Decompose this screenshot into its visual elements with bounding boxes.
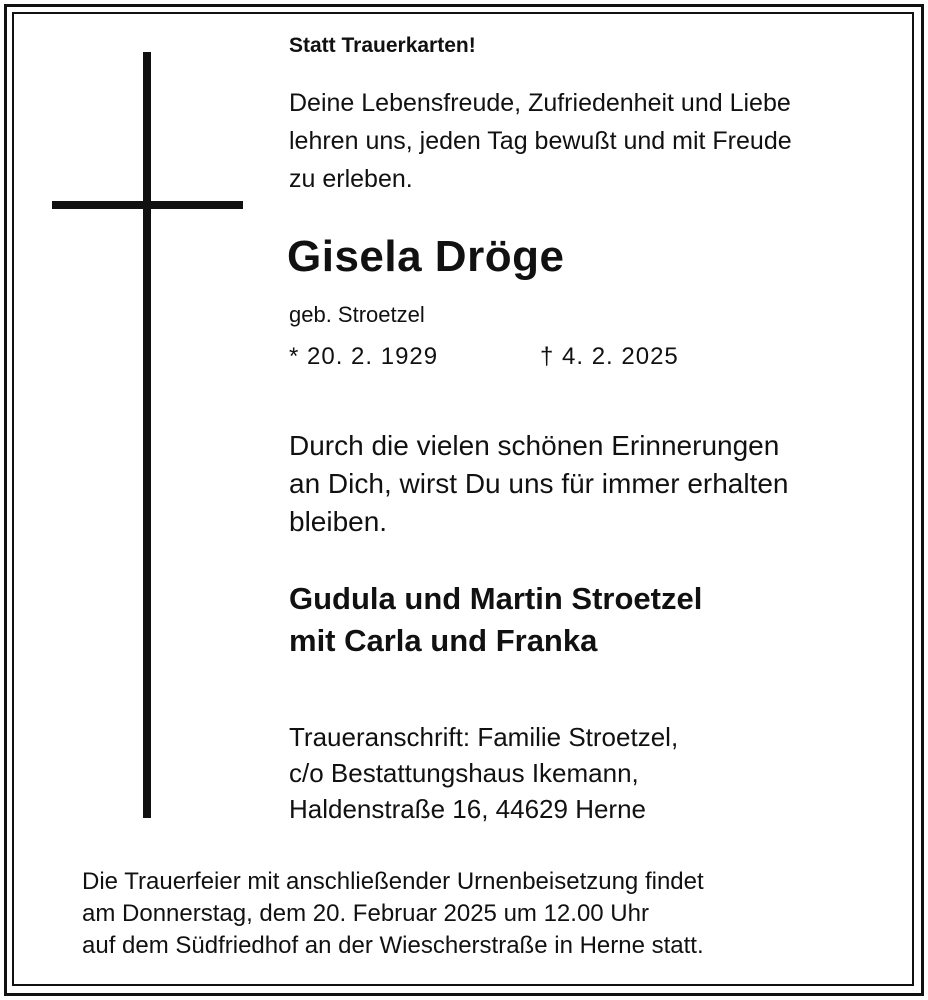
deceased-name: Gisela Dröge (287, 232, 565, 281)
intro-line: Deine Lebensfreude, Zufriedenheit und Liebe (289, 89, 791, 117)
birth-name: geb. Stroetzel (289, 302, 425, 327)
memory-line: an Dich, wirst Du uns für immer erhalten (289, 468, 789, 499)
address-line: Traueranschrift: Familie Stroetzel, (289, 722, 679, 752)
cross-vertical-beam (143, 52, 151, 818)
family-line: mit Carla und Franka (289, 623, 598, 658)
intro-quote (289, 84, 792, 198)
intro-heading: Statt Trauerkarten! (289, 34, 476, 57)
death-date: † 4. 2. 2025 (540, 343, 679, 370)
intro-line: lehren uns, jeden Tag bewußt und mit Freude (289, 127, 792, 155)
mourning-address (289, 719, 678, 827)
funeral-service-info (82, 866, 704, 962)
memory-line: Durch die vielen schönen Erinnerungen (289, 430, 780, 461)
service-line: auf dem Südfriedhof an der Wiescherstraße in Herne statt. (82, 932, 704, 959)
memory-quote (289, 427, 789, 541)
cross-horizontal-beam (52, 201, 243, 209)
intro-line: zu erleben. (289, 165, 413, 193)
family-line: Gudula und Martin Stroetzel (289, 581, 703, 616)
mourning-family (289, 578, 702, 662)
address-line: c/o Bestattungshaus Ikemann, (289, 758, 639, 788)
service-line: am Donnerstag, dem 20. Februar 2025 um 12.00 Uhr (82, 900, 649, 927)
memory-line: bleiben. (289, 506, 388, 537)
address-line: Haldenstraße 16, 44629 Herne (289, 794, 647, 824)
service-line: Die Trauerfeier mit anschließender Urnenbeisetzung findet (82, 868, 704, 895)
birth-date: * 20. 2. 1929 (289, 343, 439, 370)
